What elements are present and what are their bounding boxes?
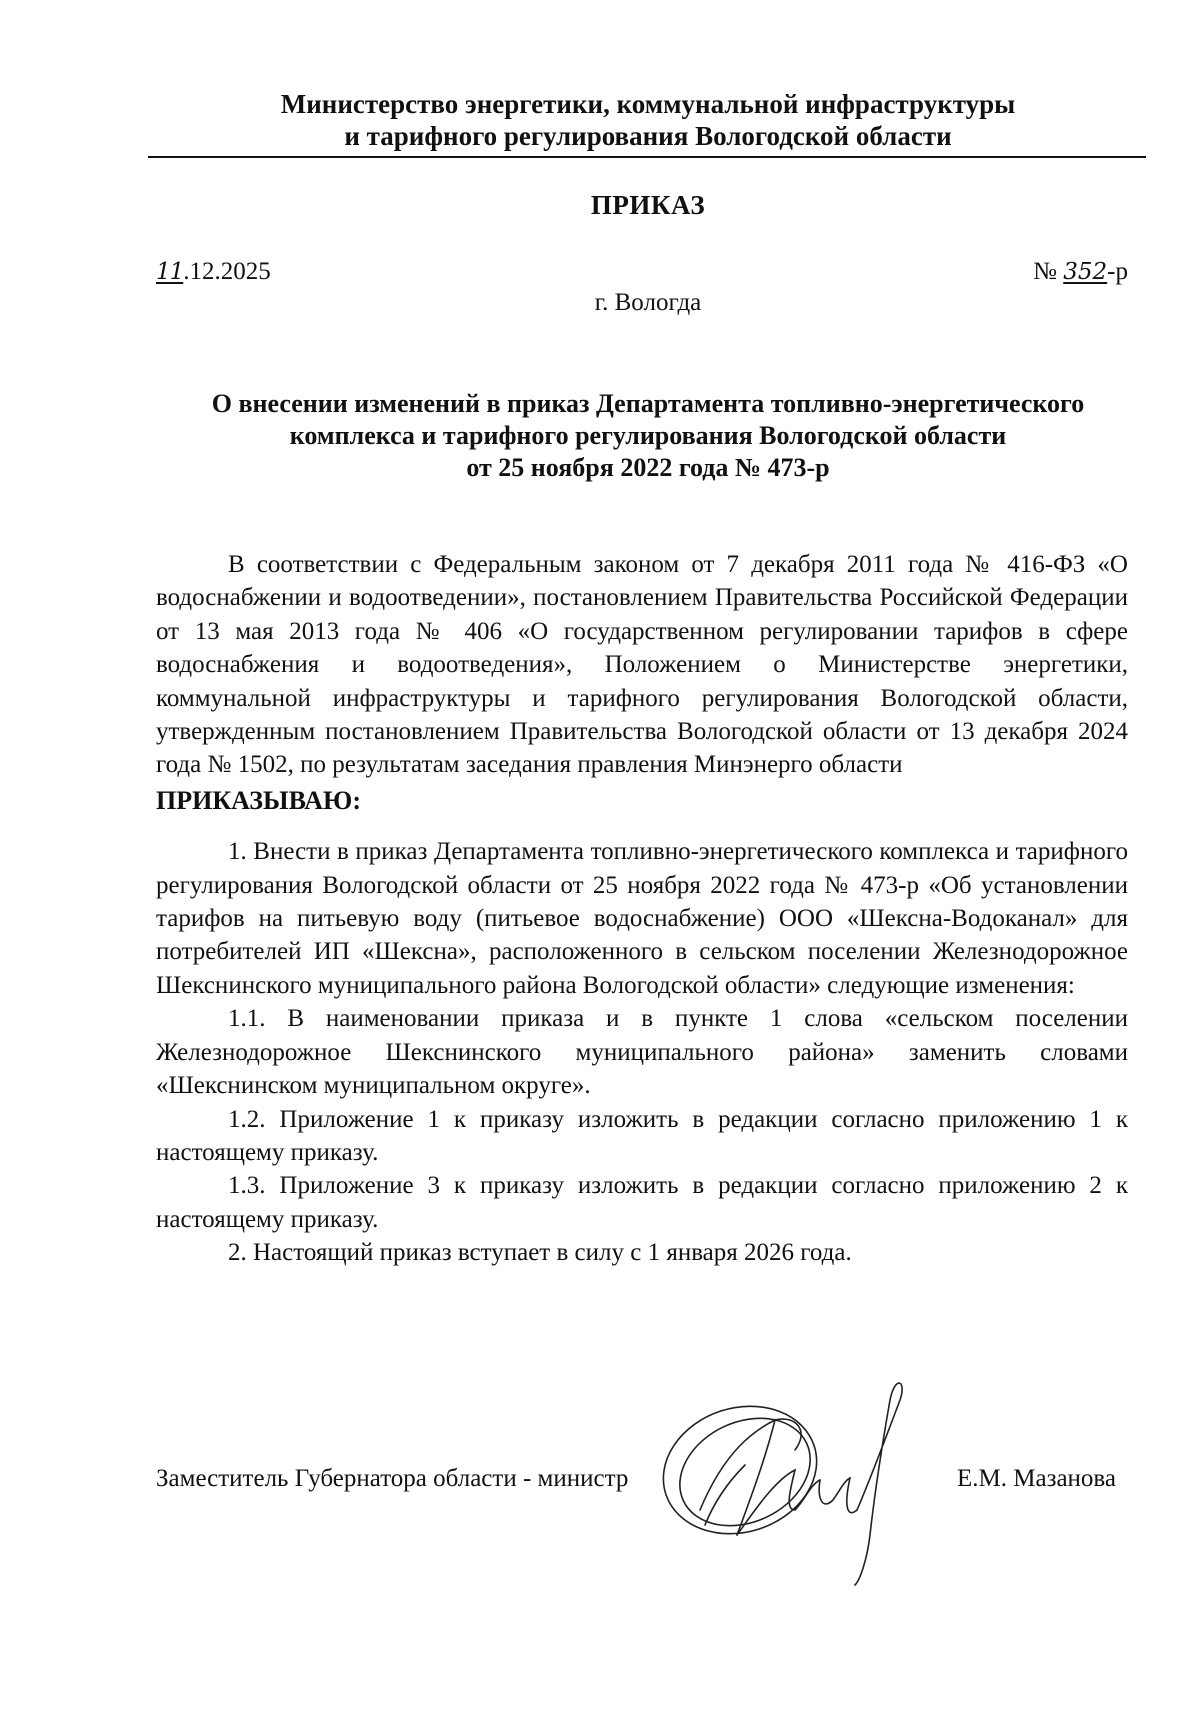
order-item-1-2: 1.2. Приложение 1 к приказу изложить в редакции согласно приложению 1 к настоящему приказу. (156, 1105, 1128, 1166)
order-item-2: 2. Настоящий приказ вступает в силу с 1 января 2026 года. (228, 1239, 852, 1267)
number-prefix: № (1033, 258, 1064, 285)
ministry-header (148, 88, 1148, 152)
date-rest: .12.2025 (183, 258, 271, 285)
signatory-position: Заместитель Губернатора области - министр (156, 1465, 629, 1492)
decree-word: ПРИКАЗЫВАЮ: (156, 785, 361, 815)
order-item-1: 1. Внести в приказ Департамента топливно-энергетического комплекса и тарифного регулирования Вологодской области от 25 ноября 2022 года № 473-р «Об установлении тарифов на питьевую воду (питьевое водоснабжение) ООО «Шексна-Водоканал» для потребителей ИП «Шексна», расположенного в сельском поселении Железнодорожное Шекснинского муниципального района Вологодской области» следующие изменения: (156, 838, 1128, 999)
order-subject (148, 388, 1148, 484)
subject-line-3: от 25 ноября 2022 года № 473-р (466, 453, 830, 482)
ministry-header-line-1: Министерство энергетики, коммунальной инфраструктуры (280, 89, 1016, 119)
handwritten-number: 352 (1063, 259, 1108, 285)
header-divider (148, 156, 1146, 158)
signatory-name: Е.М. Мазанова (957, 1465, 1116, 1492)
order-body (156, 548, 1128, 1270)
order-item-1-3: 1.3. Приложение 3 к приказу изложить в редакции согласно приложению 2 к настоящему приказу. (156, 1172, 1128, 1233)
city-line: г. Вологда (594, 289, 702, 316)
order-date (156, 258, 271, 286)
handwritten-day: 11 (156, 259, 184, 285)
handwritten-signature (645, 1360, 975, 1590)
document-type-title: ПРИКАЗ (590, 190, 706, 220)
subject-line-2: комплекса и тарифного регулирования Вологодской области (289, 421, 1007, 450)
subject-line-1: О внесении изменений в приказ Департамента топливно-энергетического (211, 389, 1085, 418)
preamble-paragraph: В соответствии с Федеральным законом от 7 декабря 2011 года № 416-ФЗ «О водоснабжении и водоотведении», постановлением Правительства Российской Федерации от 13 мая 2013 года № 406 «О государственном регулировании тарифов в сфере водоснабжения и водоотведения», Положением о Министерстве энергетики, коммунальной инфраструктуры и тарифного регулирования Вологодской области, утвержденным постановлением Правительства Вологодской области от 13 декабря 2024 года № 1502, по результатам заседания правления Минэнерго области (156, 551, 1128, 779)
order-number (1033, 258, 1128, 286)
number-suffix: -р (1107, 258, 1128, 285)
ministry-header-line-2: и тарифного регулирования Вологодской области (344, 121, 952, 151)
order-item-1-1: 1.1. В наименовании приказа и в пункте 1 слова «сельском поселении Железнодорожное Шекснинского муниципального района» заменить словами «Шекснинском муниципальном округе». (156, 1005, 1128, 1100)
